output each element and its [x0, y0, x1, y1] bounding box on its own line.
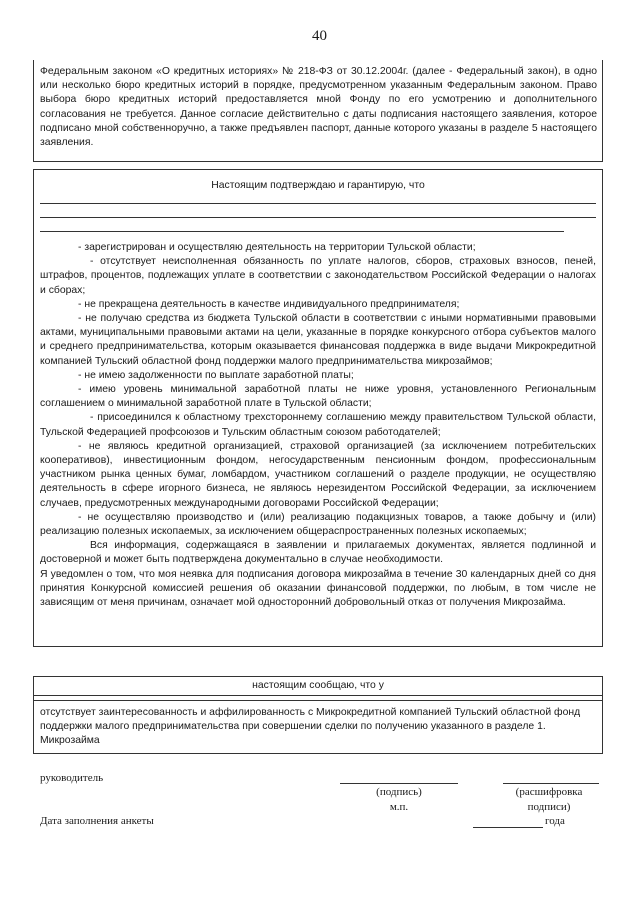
decode-caption-1: (расшифровка	[515, 786, 583, 798]
fill-in-line-2	[40, 217, 596, 218]
fill-in-line-3	[40, 231, 564, 232]
confirmation-item: - не осуществляю производство и (или) реализацию подакцизных товаров, а также добычу и (или) реализацию полезных ископаемых, за исключением общераспространенных полезных ископаемых;	[40, 511, 596, 538]
fill-in-line-1	[40, 203, 596, 204]
page-number: 40	[312, 28, 327, 44]
confirmation-item: - не являюсь кредитной организацией, страховой организацией (за исключением потребительских кооперативов), инвестиционным фондом, негосударственным пенсионным фондом, профессиональным участником рынка ценных бумаг, ломбардом, участником соглашений о разделе продукции, не осуществляю деятельность в сфере игорного бизнеса, не являюсь нерезидентом Российской Федерации, за исключением случаев, предусмотренных международными договорами Российской Федерации;	[40, 440, 596, 509]
report-heading: настоящим сообщаю, что у	[252, 680, 384, 691]
decode-caption-2: подписи)	[527, 801, 571, 813]
seal-caption: м.п.	[389, 801, 409, 813]
report-divider	[34, 700, 602, 701]
role-label: руководитель	[40, 772, 104, 784]
confirmation-item: - не прекращена деятельность в качестве индивидуального предпринимателя;	[78, 298, 460, 310]
confirmation-item: - зарегистрирован и осуществляю деятельность на территории Тульской области;	[78, 242, 476, 253]
decode-line	[503, 783, 599, 784]
intro-consent-text: Федеральным законом «О кредитных историях» № 218-ФЗ от 30.12.2004г. (далее - Федеральный закон), в одно или несколько бюро кредитных историй в порядке, предусмотренном указанным Федеральным законом. Право выбора бюро кредитных историй предоставляется мной Фонду по его усмотрению и дополнительного согласования не требуется. Данное согласие действительно с даты подписания настоящего заявления, которое подписано мной собственноручно, а также предъявлен паспорт, данные которого указаны в разделе 5 настоящего заявления.	[40, 66, 597, 149]
veracity-statement: Вся информация, содержащаяся в заявлении и прилагаемых документах, является подлинной и достоверной и может быть подтверждена документально в случае необходимости.	[40, 540, 596, 566]
non-appearance-notice: Я уведомлен о том, что моя неявка для подписания договора микрозайма в течение 30 календарных дней со дня принятия Конкурсной комиссией решения об оказании финансовой поддержки, по любым, в том числе не зависящим от меня причинам, означает мой односторонний добровольный отказ от получения Микрозайма.	[40, 568, 596, 609]
report-divider	[34, 695, 602, 696]
confirmation-item: - не имею задолженности по выплате заработной платы;	[78, 369, 354, 381]
year-label: года	[545, 815, 565, 827]
report-box	[33, 676, 603, 754]
signature-line	[340, 783, 458, 784]
date-line	[473, 827, 543, 828]
confirmation-heading: Настоящим подтверждаю и гарантирую, что	[211, 180, 425, 191]
confirmation-item: - присоединился к областному трехстороннему соглашению между правительством Тульской области, Тульской Федерацией профсоюзов и Тульским областным союзом работодателей;	[40, 412, 596, 438]
confirmation-item: - не получаю средства из бюджета Тульской области в соответствии с иными нормативными правовыми актами, муниципальными правовыми актами на цели, указанные в порядке конкурсного отбора субъектов малого и среднего предпринимательства, которым оказывается финансовая поддержка в виде выдачи Микрокредитной компанией Тульский областной фонд поддержки малого предпринимательства микрозаймов;	[40, 313, 596, 367]
intro-consent-box	[33, 60, 603, 162]
date-label: Дата заполнения анкеты	[40, 815, 154, 827]
signature-caption: (подпись)	[376, 786, 422, 798]
report-text: отсутствует заинтересованность и аффилированность с Микрокредитной компанией Тульский областной фонд поддержки малого предпринимательства при совершении сделки по получению указанного в разделе 1. Микрозайма	[40, 707, 581, 747]
confirmation-item: - имею уровень минимальной заработной платы не ниже уровня, установленного Региональным соглашением о минимальной заработной плате в Тульской области;	[40, 384, 596, 410]
confirmation-item: - отсутствует неисполненная обязанность по уплате налогов, сборов, страховых взносов, пеней, штрафов, процентов, подлежащих уплате в соответствии с законодательством Российской Федерации о налогах и сборах;	[40, 256, 596, 296]
confirmation-list	[40, 241, 596, 610]
confirmation-box	[33, 169, 603, 647]
